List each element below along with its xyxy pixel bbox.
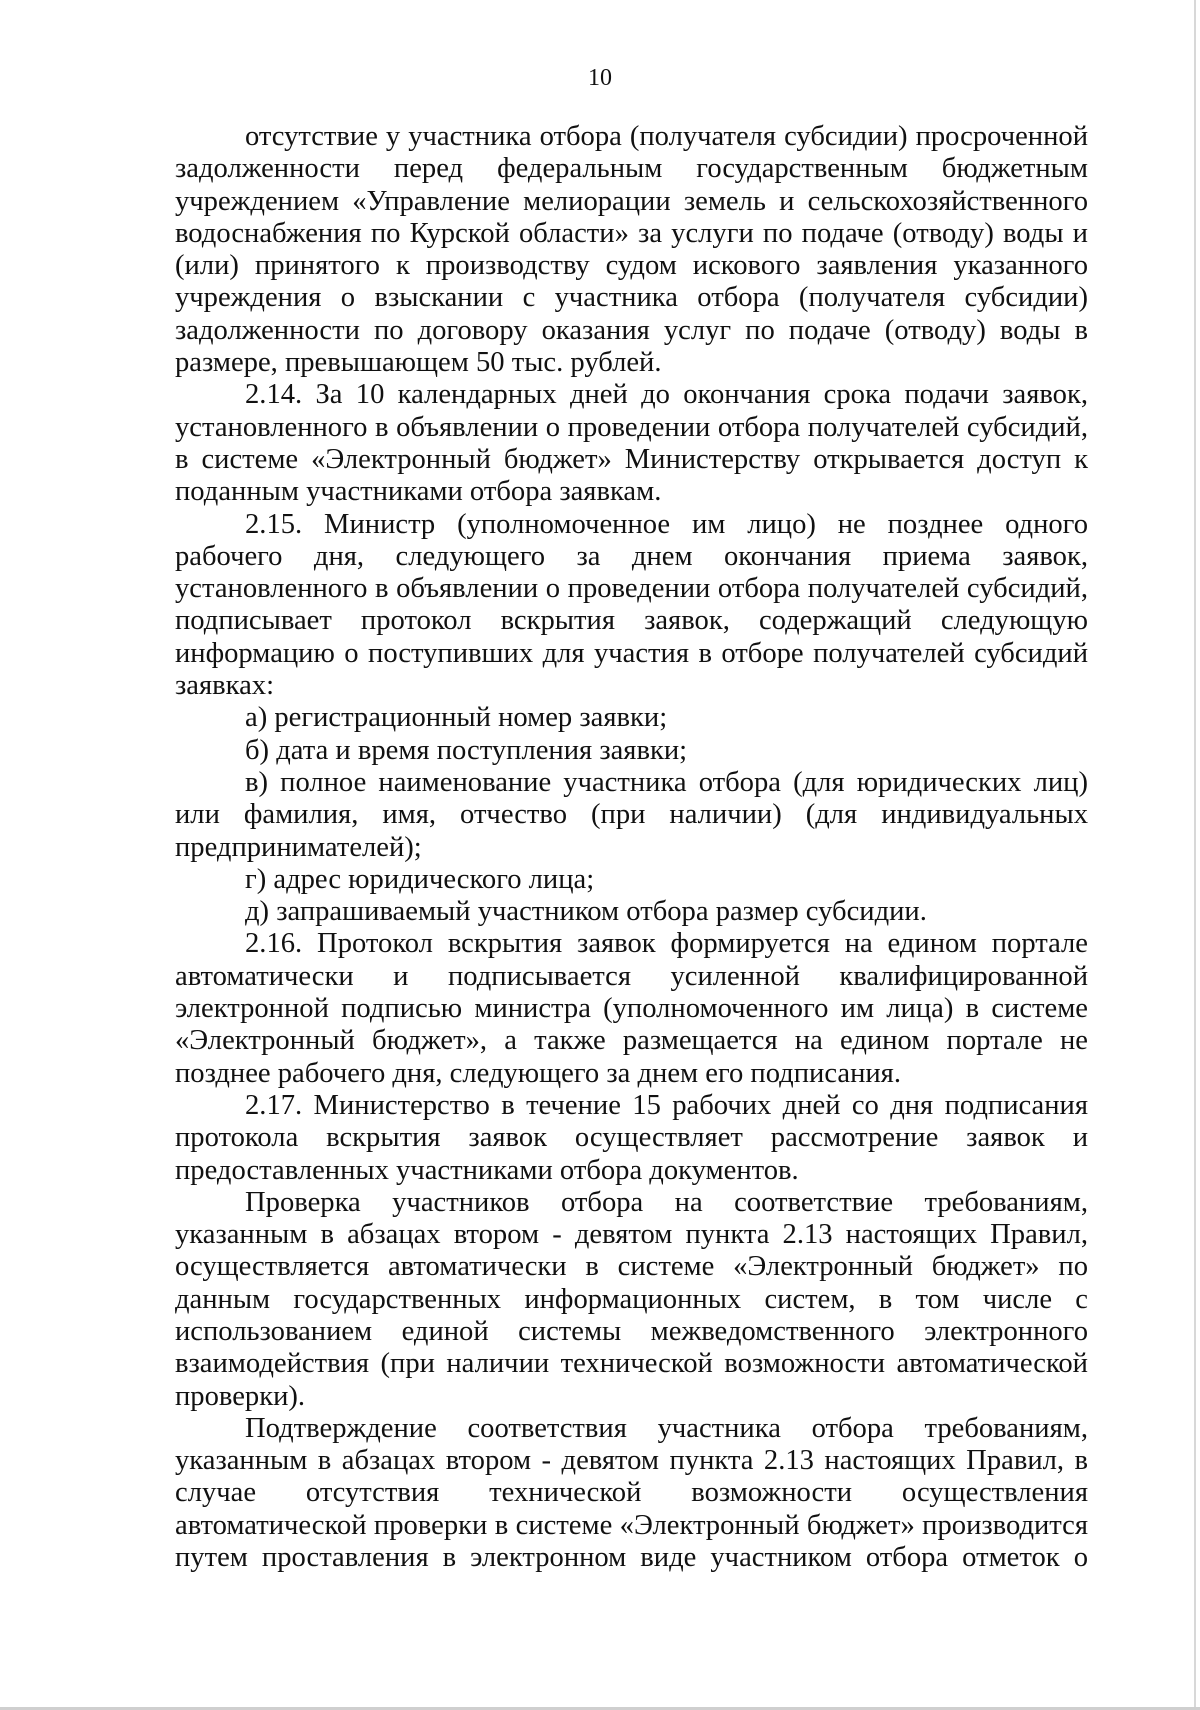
list-item-g: г) адрес юридического лица; — [245, 863, 595, 895]
paragraph-2-17: 2.17. Министерство в течение 15 рабочих дней со дня подписания протокола вскрытия заявок осуществляет рассмотрение заявок и предоставленных участниками отбора документов. — [175, 1089, 1088, 1186]
paragraph-arrears-condition: отсутствие у участника отбора (получателя субсидии) просроченной задолженности перед федеральным государственным бюджетным учреждением «Управление мелиорации земель и сельскохозяйственного водоснабжения по Курской области» за услуги по подаче (отводу) воды и (или) принятого к производству судом искового заявления указанного учреждения о взыскании с участника отбора (получателя субсидии) задолженности по договору оказания услуг по подаче (отводу) воды в размере, превышающем 50 тыс. рублей. — [175, 121, 1088, 379]
paragraph-2-14: 2.14. За 10 календарных дней до окончания срока подачи заявок, установленного в объявлении о проведении отбора получателей субсидий, в системе «Электронный бюджет» Министерству открывается доступ к поданным участниками отбора заявкам. — [175, 379, 1088, 508]
paragraph-automatic-check: Проверка участников отбора на соответствие требованиям, указанным в абзацах втором - девятом пункта 2.13 настоящих Правил, осуществляется автоматически в системе «Электронный бюджет» по данным государственных информационных систем, в том числе с использованием единой системы межведомственного электронного взаимодействия (при наличии технической возможности автоматической проверки). — [175, 1186, 1088, 1412]
scan-edge-right — [1194, 0, 1196, 1710]
paragraph-2-16: 2.16. Протокол вскрытия заявок формируется на едином портале автоматически и подписывается усиленной квалифицированной электронной подписью министра (уполномоченного им лица) в системе «Электронный бюджет», а также размещается на едином портале не позднее рабочего дня, следующего за днем его подписания. — [175, 928, 1088, 1089]
page-number: 10 — [588, 65, 612, 91]
paragraph-confirmation: Подтверждение соответствия участника отбора требованиям, указанным в абзацах втором - девятом пункта 2.13 настоящих Правил, в случае отсутствия технической возможности осуществления автоматической проверки в системе «Электронный бюджет» производится путем проставления в электронном виде участником отбора отметок о — [175, 1412, 1088, 1574]
list-item-a: а) регистрационный номер заявки; — [245, 702, 668, 734]
list-item-d: д) запрашиваемый участником отбора размер субсидии. — [245, 896, 927, 928]
document-body — [175, 121, 1088, 1574]
list-item-v: в) полное наименование участника отбора (для юридических лиц) или фамилия, имя, отчество (при наличии) (для индивидуальных предпринимателей); — [175, 766, 1088, 863]
paragraph-2-15: 2.15. Министр (уполномоченное им лицо) не позднее одного рабочего дня, следующего за днем окончания приема заявок, установленного в объявлении о проведении отбора получателей субсидий, подписывает протокол вскрытия заявок, содержащий следующую информацию о поступивших для участия в отборе получателей субсидий заявках: — [175, 508, 1088, 702]
list-item-b: б) дата и время поступления заявки; — [245, 734, 688, 766]
